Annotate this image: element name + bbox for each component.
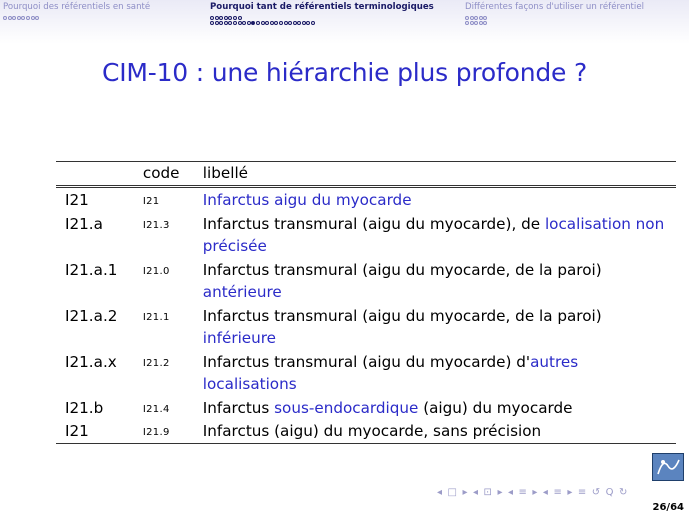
nav-dot[interactable]: [224, 21, 228, 25]
hierarchy-id-cell: I21.a.2: [65, 306, 118, 325]
label-cell: [197, 350, 676, 396]
column-header-label: libellé: [197, 162, 676, 187]
label-text: Infarctus: [202, 398, 275, 417]
nav-section-3[interactable]: [465, 2, 644, 22]
nav-symbol-icon[interactable]: ◂: [507, 487, 514, 498]
code-cell: I21.3: [142, 219, 170, 231]
highlighted-term: autres localisations: [202, 352, 579, 393]
nav-dot[interactable]: [302, 21, 306, 25]
nav-symbol-icon[interactable]: ▸: [497, 487, 503, 498]
nav-section-title[interactable]: Pourquoi des référentiels en santé: [3, 2, 151, 12]
beamer-navigation-symbols[interactable]: [437, 487, 633, 498]
nav-subsection-dots[interactable]: [3, 15, 150, 22]
page-number: 26/64: [652, 502, 684, 513]
nav-dot[interactable]: [288, 21, 292, 25]
nav-dot[interactable]: [210, 21, 214, 25]
highlighted-term: inférieure: [202, 329, 277, 347]
nav-dot[interactable]: [311, 21, 315, 25]
label-text: Infarctus transmural (aigu du myocarde, de la paroi): [202, 306, 602, 325]
nav-dot[interactable]: [35, 16, 39, 20]
nav-dot[interactable]: [284, 21, 288, 25]
nav-dot[interactable]: [17, 16, 21, 20]
hierarchy-id-cell: I21.a: [65, 214, 103, 233]
hierarchy-id-cell: I21: [65, 191, 89, 209]
label-text: Infarctus transmural (aigu du myocarde), de: [202, 214, 545, 233]
nav-symbol-icon[interactable]: ◂: [473, 487, 479, 498]
table-row: [56, 304, 676, 350]
nav-symbol-icon[interactable]: ◂: [542, 487, 549, 498]
nav-dot-row: [465, 20, 644, 25]
nav-dot[interactable]: [256, 21, 260, 25]
nav-dot[interactable]: [274, 21, 278, 25]
nav-symbol-icon[interactable]: ◂: [437, 487, 443, 498]
nav-section-title[interactable]: Différentes façons d'utiliser un référentiel: [465, 2, 644, 12]
code-cell: I21.4: [142, 403, 170, 415]
nav-dot[interactable]: [279, 21, 283, 25]
label-text: (aigu) du myocarde: [418, 398, 573, 417]
label-cell: [197, 304, 676, 350]
slide-title: CIM-10 : une hiérarchie plus profonde ?: [101, 58, 588, 87]
column-header-code: code: [137, 162, 197, 187]
nav-dot[interactable]: [21, 16, 25, 20]
nav-dot[interactable]: [215, 21, 219, 25]
column-header-id: [56, 162, 137, 187]
nav-symbol-icon[interactable]: ↻: [619, 487, 628, 498]
nav-dot[interactable]: [219, 21, 223, 25]
table-header-row: [56, 162, 676, 187]
nav-dot[interactable]: [270, 21, 274, 25]
nav-section-1[interactable]: [3, 2, 150, 22]
nav-subsection-dots[interactable]: [210, 15, 434, 22]
nav-dot[interactable]: [31, 16, 35, 20]
institution-logo: [652, 453, 684, 481]
nav-dot-row: [210, 20, 434, 25]
label-cell: [197, 258, 676, 304]
nav-dot[interactable]: [293, 21, 297, 25]
table-body: [56, 187, 676, 444]
nav-dot[interactable]: [483, 21, 487, 25]
nav-dot[interactable]: [233, 21, 237, 25]
nav-dot[interactable]: [12, 16, 16, 20]
nav-symbol-icon[interactable]: □: [447, 487, 458, 498]
nav-symbol-icon[interactable]: ≡: [553, 487, 563, 498]
code-cell: I21.0: [142, 265, 170, 277]
table-row: [56, 212, 676, 258]
nav-dot[interactable]: [297, 21, 301, 25]
label-cell: [197, 187, 676, 212]
nav-symbol-icon[interactable]: Q: [605, 487, 615, 498]
code-cell: I21: [142, 196, 160, 207]
code-cell: I21.1: [142, 311, 170, 323]
nav-section-title[interactable]: Pourquoi tant de référentiels terminologiques: [210, 2, 434, 12]
table-row: [56, 350, 676, 396]
label-cell: [197, 212, 676, 258]
code-cell: I21.9: [142, 427, 170, 438]
nav-symbol-icon[interactable]: ▸: [462, 487, 469, 498]
nav-dot[interactable]: [238, 21, 242, 25]
highlighted-term: Infarctus aigu du myocarde: [202, 191, 412, 209]
nav-dot[interactable]: [474, 21, 478, 25]
table-row: [56, 419, 676, 443]
nav-dot[interactable]: [465, 21, 469, 25]
nav-dot[interactable]: [261, 21, 265, 25]
nav-symbol-icon[interactable]: ≡: [518, 487, 528, 498]
nav-dot[interactable]: [306, 21, 310, 25]
nav-symbol-icon[interactable]: ▸: [567, 487, 573, 498]
nav-symbol-icon[interactable]: ⊡: [483, 487, 493, 498]
table-row: [56, 396, 676, 420]
label-text: Infarctus transmural (aigu du myocarde, de la paroi): [202, 260, 602, 279]
hierarchy-id-cell: I21.b: [65, 398, 104, 417]
section-navigation-bar: [0, 0, 689, 44]
table-row: [56, 258, 676, 304]
nav-dot[interactable]: [8, 16, 12, 20]
nav-dot[interactable]: [26, 16, 30, 20]
logo-graphic: [653, 454, 683, 480]
highlighted-term: sous-endocardique: [274, 398, 419, 417]
hierarchy-table: [56, 161, 676, 444]
highlighted-term: antérieure: [202, 283, 282, 301]
label-cell: [197, 396, 676, 420]
nav-dot[interactable]: [265, 21, 269, 25]
hierarchy-id-cell: I21.a.1: [65, 260, 118, 279]
nav-symbol-icon[interactable]: ▸: [532, 487, 538, 498]
hierarchy-table-container: [56, 161, 676, 444]
nav-dot[interactable]: [242, 21, 246, 25]
nav-dot[interactable]: [479, 21, 483, 25]
nav-symbol-icon[interactable]: ≡: [577, 487, 587, 498]
nav-dot-row: [3, 15, 150, 20]
hierarchy-id-cell: I21: [65, 422, 89, 440]
nav-section-2[interactable]: [210, 2, 434, 22]
nav-dot[interactable]: [3, 16, 7, 20]
nav-dot[interactable]: [247, 21, 251, 25]
label-text: Infarctus transmural (aigu du myocarde) d': [202, 352, 531, 371]
nav-dot[interactable]: [228, 21, 232, 25]
label-cell: [197, 419, 676, 443]
nav-dot[interactable]: [470, 21, 474, 25]
table-row: [56, 187, 676, 212]
nav-symbol-icon[interactable]: ↺: [591, 487, 601, 498]
highlighted-term: localisation non précisée: [202, 214, 665, 255]
nav-subsection-dots[interactable]: [465, 15, 644, 22]
label-text: Infarctus (aigu) du myocarde, sans précision: [202, 422, 542, 440]
nav-dot[interactable]: [251, 21, 255, 25]
hierarchy-id-cell: I21.a.x: [65, 352, 117, 371]
code-cell: I21.2: [142, 357, 170, 369]
